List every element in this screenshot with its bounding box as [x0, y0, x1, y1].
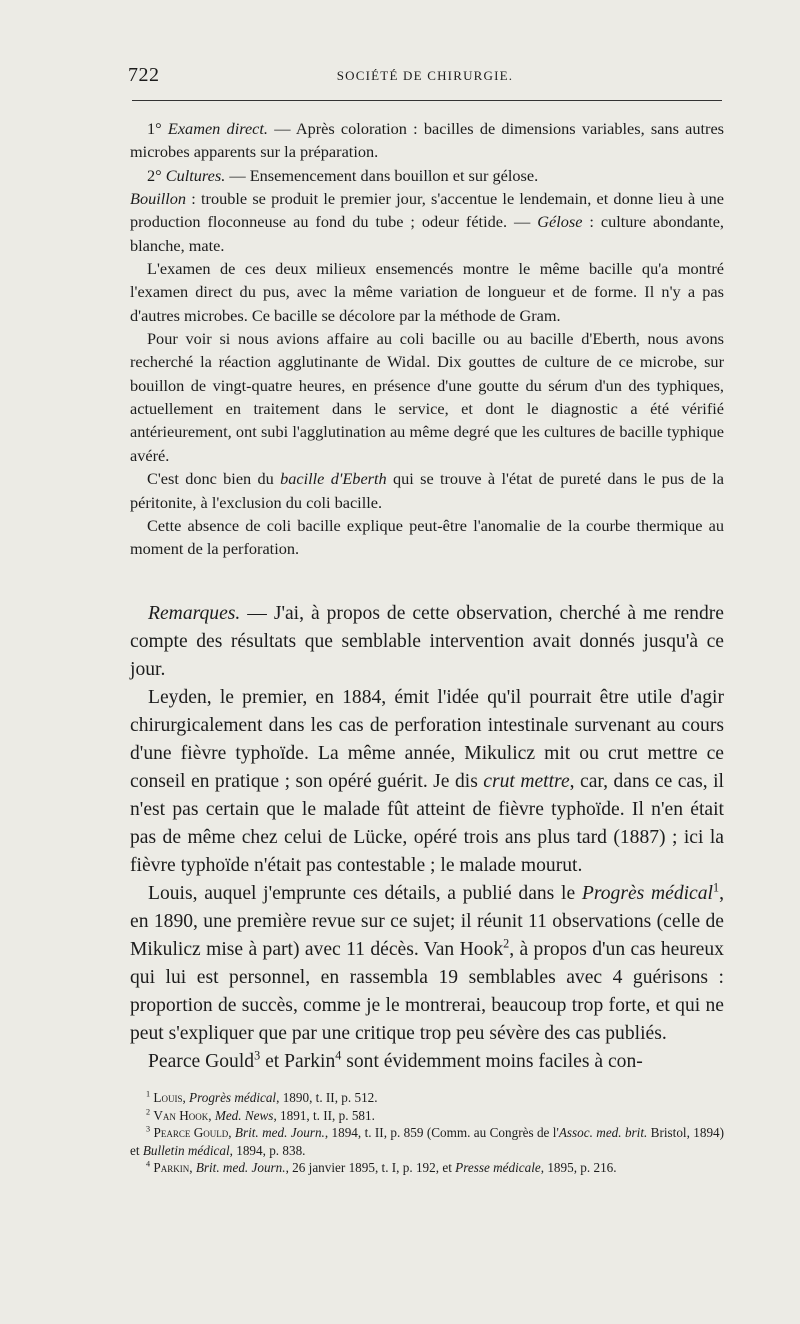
item-text: — Ensemencement dans bouillon et sur gélose.: [225, 165, 539, 185]
item-number: 2°: [147, 165, 162, 185]
text-run: ,: [228, 1125, 235, 1141]
text-run: Leyden, le premier, en 1884, émit l'idée qu'il pourrait être utile d'agir chirurgicalement dans les cas de perforation intestinale survenant au cours d'une fièvre typhoïde. La même année, Mikulicz mit ou crut mettre ce conseil en pratique ; son opéré guérit. Je dis: [130, 687, 724, 792]
text-run: — J'ai, à propos de cette observation, cherché à me rendre compte des résultats que semblable intervention avait donnés jusqu'à ce jour.: [130, 603, 724, 680]
text-run: , 1890, t. II, p. 512.: [276, 1090, 378, 1105]
text-run: , 1895, p. 216.: [540, 1160, 617, 1176]
paragraph-absence-coli: Cette absence de coli bacille explique peut-être l'anomalie de la courbe thermique au moment de la perforation.: [130, 515, 724, 559]
text-run: Louis, auquel j'emprunte ces détails, a publié dans le: [148, 883, 582, 904]
footnote: [130, 1159, 724, 1177]
report-section: [130, 117, 724, 561]
item-text: — Après coloration : bacilles de dimensions variables, sans autres microbes apparents sur la préparation.: [130, 119, 725, 162]
text-run: sont évidemment moins faciles à con-: [341, 1051, 643, 1072]
text-run: , 1894, t. II, p. 859 (Comm. au Congrès de l': [324, 1125, 559, 1141]
paragraph-bacille-eberth: [130, 467, 724, 514]
header-rule: [132, 100, 722, 101]
paragraph-examen-direct: [130, 117, 724, 164]
page-number: 722: [128, 64, 160, 86]
paragraph-widal: Pour voir si nous avions affaire au coli bacille ou au bacille d'Eberth, nous avons recherché la réaction agglutinante de Widal. Dix gouttes de culture de ce microbe, sur bouillon de vingt-quatre heures, en présence d'une goutte du sérum d'un des typhiques, actuellement en traitement dans le service, et dont le diagnostic a été vérifié antérieurement, ont subi l'agglutination au même degré que les cultures de bacille typhique avéré.: [130, 329, 724, 465]
running-head: SOCIÉTÉ DE CHIRURGIE.: [336, 68, 514, 83]
footnote-ref: 1: [713, 880, 720, 895]
footnote-author: Pearce Gould: [153, 1125, 229, 1141]
page-header: [126, 62, 724, 92]
italic-run: crut mettre: [483, 771, 570, 792]
italic-run: Progrès médical: [581, 883, 713, 904]
paragraph-examen-milieux: L'examen de ces deux milieux ensemencés montre le même bacille qu'a montré l'examen direct du pus, avec la même variation de longueur et de forme. Il n'y a pas d'autres microbes. Ce bacille se décolore par la méthode de Gram.: [130, 259, 724, 325]
text-run: , à propos d'un cas heureux qui lui est personnel, en rassembla 19 semblables avec 4 guérisons : proportion de succès, comme je le montrerai, beaucoup trop forte, et qui ne peut s'expliquer que par une critique trop peu sévère des cas publiés.: [130, 939, 724, 1044]
text-run: Bristol, 1894) et: [130, 1125, 725, 1158]
item-label: Examen direct.: [167, 119, 268, 138]
italic-run: Brit. med. Journ.: [234, 1125, 325, 1141]
italic-run: Assoc. med. brit.: [558, 1125, 648, 1141]
section-label: Remarques.: [148, 603, 241, 624]
italic-run: Bulletin médical: [142, 1142, 230, 1158]
paragraph-louis: [130, 880, 724, 1048]
text-run: qui se trouve à l'état de pureté dans le pus de la péritonite, à l'exclusion du coli bacille.: [130, 469, 724, 512]
item-label: Cultures.: [165, 165, 226, 185]
text-run: ,: [208, 1107, 215, 1123]
footnote-author: Louis: [153, 1090, 183, 1105]
item-number: 1°: [147, 119, 162, 138]
footnote-author: Parkin: [153, 1160, 190, 1176]
footnotes: [130, 1089, 724, 1177]
text-run: ,: [189, 1160, 196, 1176]
italic-run: Presse médicale: [455, 1160, 541, 1176]
italic-run: Brit. med. Journ.: [195, 1160, 286, 1176]
item-text: : culture abondante, blanche, mate.: [130, 212, 725, 255]
text-run: , 1894, p. 838.: [229, 1142, 306, 1158]
footnote-ref: 3: [254, 1048, 261, 1063]
footnote-mark: 4: [146, 1159, 151, 1169]
paragraph-bouillon: [130, 187, 724, 257]
remarks-section: [130, 600, 724, 1076]
paragraph-remarques: [130, 600, 724, 684]
item-label: Bouillon: [130, 189, 187, 209]
paragraph-pearce-gould: [130, 1048, 724, 1076]
text-run: , en 1890, une première revue sur ce sujet; il réunit 11 observations (celle de Mikulicz mise à part) avec 11 décès. Van Hook: [130, 883, 724, 960]
paragraph-cultures: [130, 164, 724, 187]
item-text: : trouble se produit le premier jour, s'accentue le lendemain, et donne lieu à une production floconneuse au fond du tube ; odeur fétide. —: [130, 189, 724, 232]
footnote: [130, 1124, 724, 1159]
text-run: , 1891, t. II, p. 581.: [273, 1107, 375, 1123]
text-run: , 26 janvier 1895, t. I, p. 192, et: [285, 1160, 456, 1176]
italic-run: Med. News: [214, 1107, 274, 1123]
text-run: Pearce Gould: [148, 1051, 255, 1072]
text-run: C'est donc bien du: [147, 469, 281, 489]
footnote-ref: 2: [503, 936, 510, 951]
text-run: ,: [182, 1090, 190, 1105]
footnote: [130, 1107, 724, 1125]
footnote-mark: 1: [146, 1089, 151, 1099]
paragraph-leyden: [130, 684, 724, 880]
text-run: , car, dans ce cas, il n'est pas certain que le malade fût atteint de fièvre typhoïde. Il n'en était pas de même chez celui de Lücke, opéré trois ans plus tard (1887) ; ici la fièvre typhoïde n'était pas contestable ; le malade mourut.: [130, 771, 724, 876]
footnote-ref: 4: [335, 1048, 342, 1063]
item-label: Gélose: [537, 212, 583, 232]
text-run: et Parkin: [260, 1051, 336, 1072]
footnote-mark: 3: [146, 1124, 151, 1134]
footnote-mark: 2: [146, 1107, 151, 1117]
footnote: [130, 1089, 724, 1107]
footnote-author: Van Hook: [153, 1107, 209, 1123]
italic-run: bacille d'Eberth: [280, 469, 387, 489]
italic-run: Progrès médical: [189, 1090, 277, 1105]
